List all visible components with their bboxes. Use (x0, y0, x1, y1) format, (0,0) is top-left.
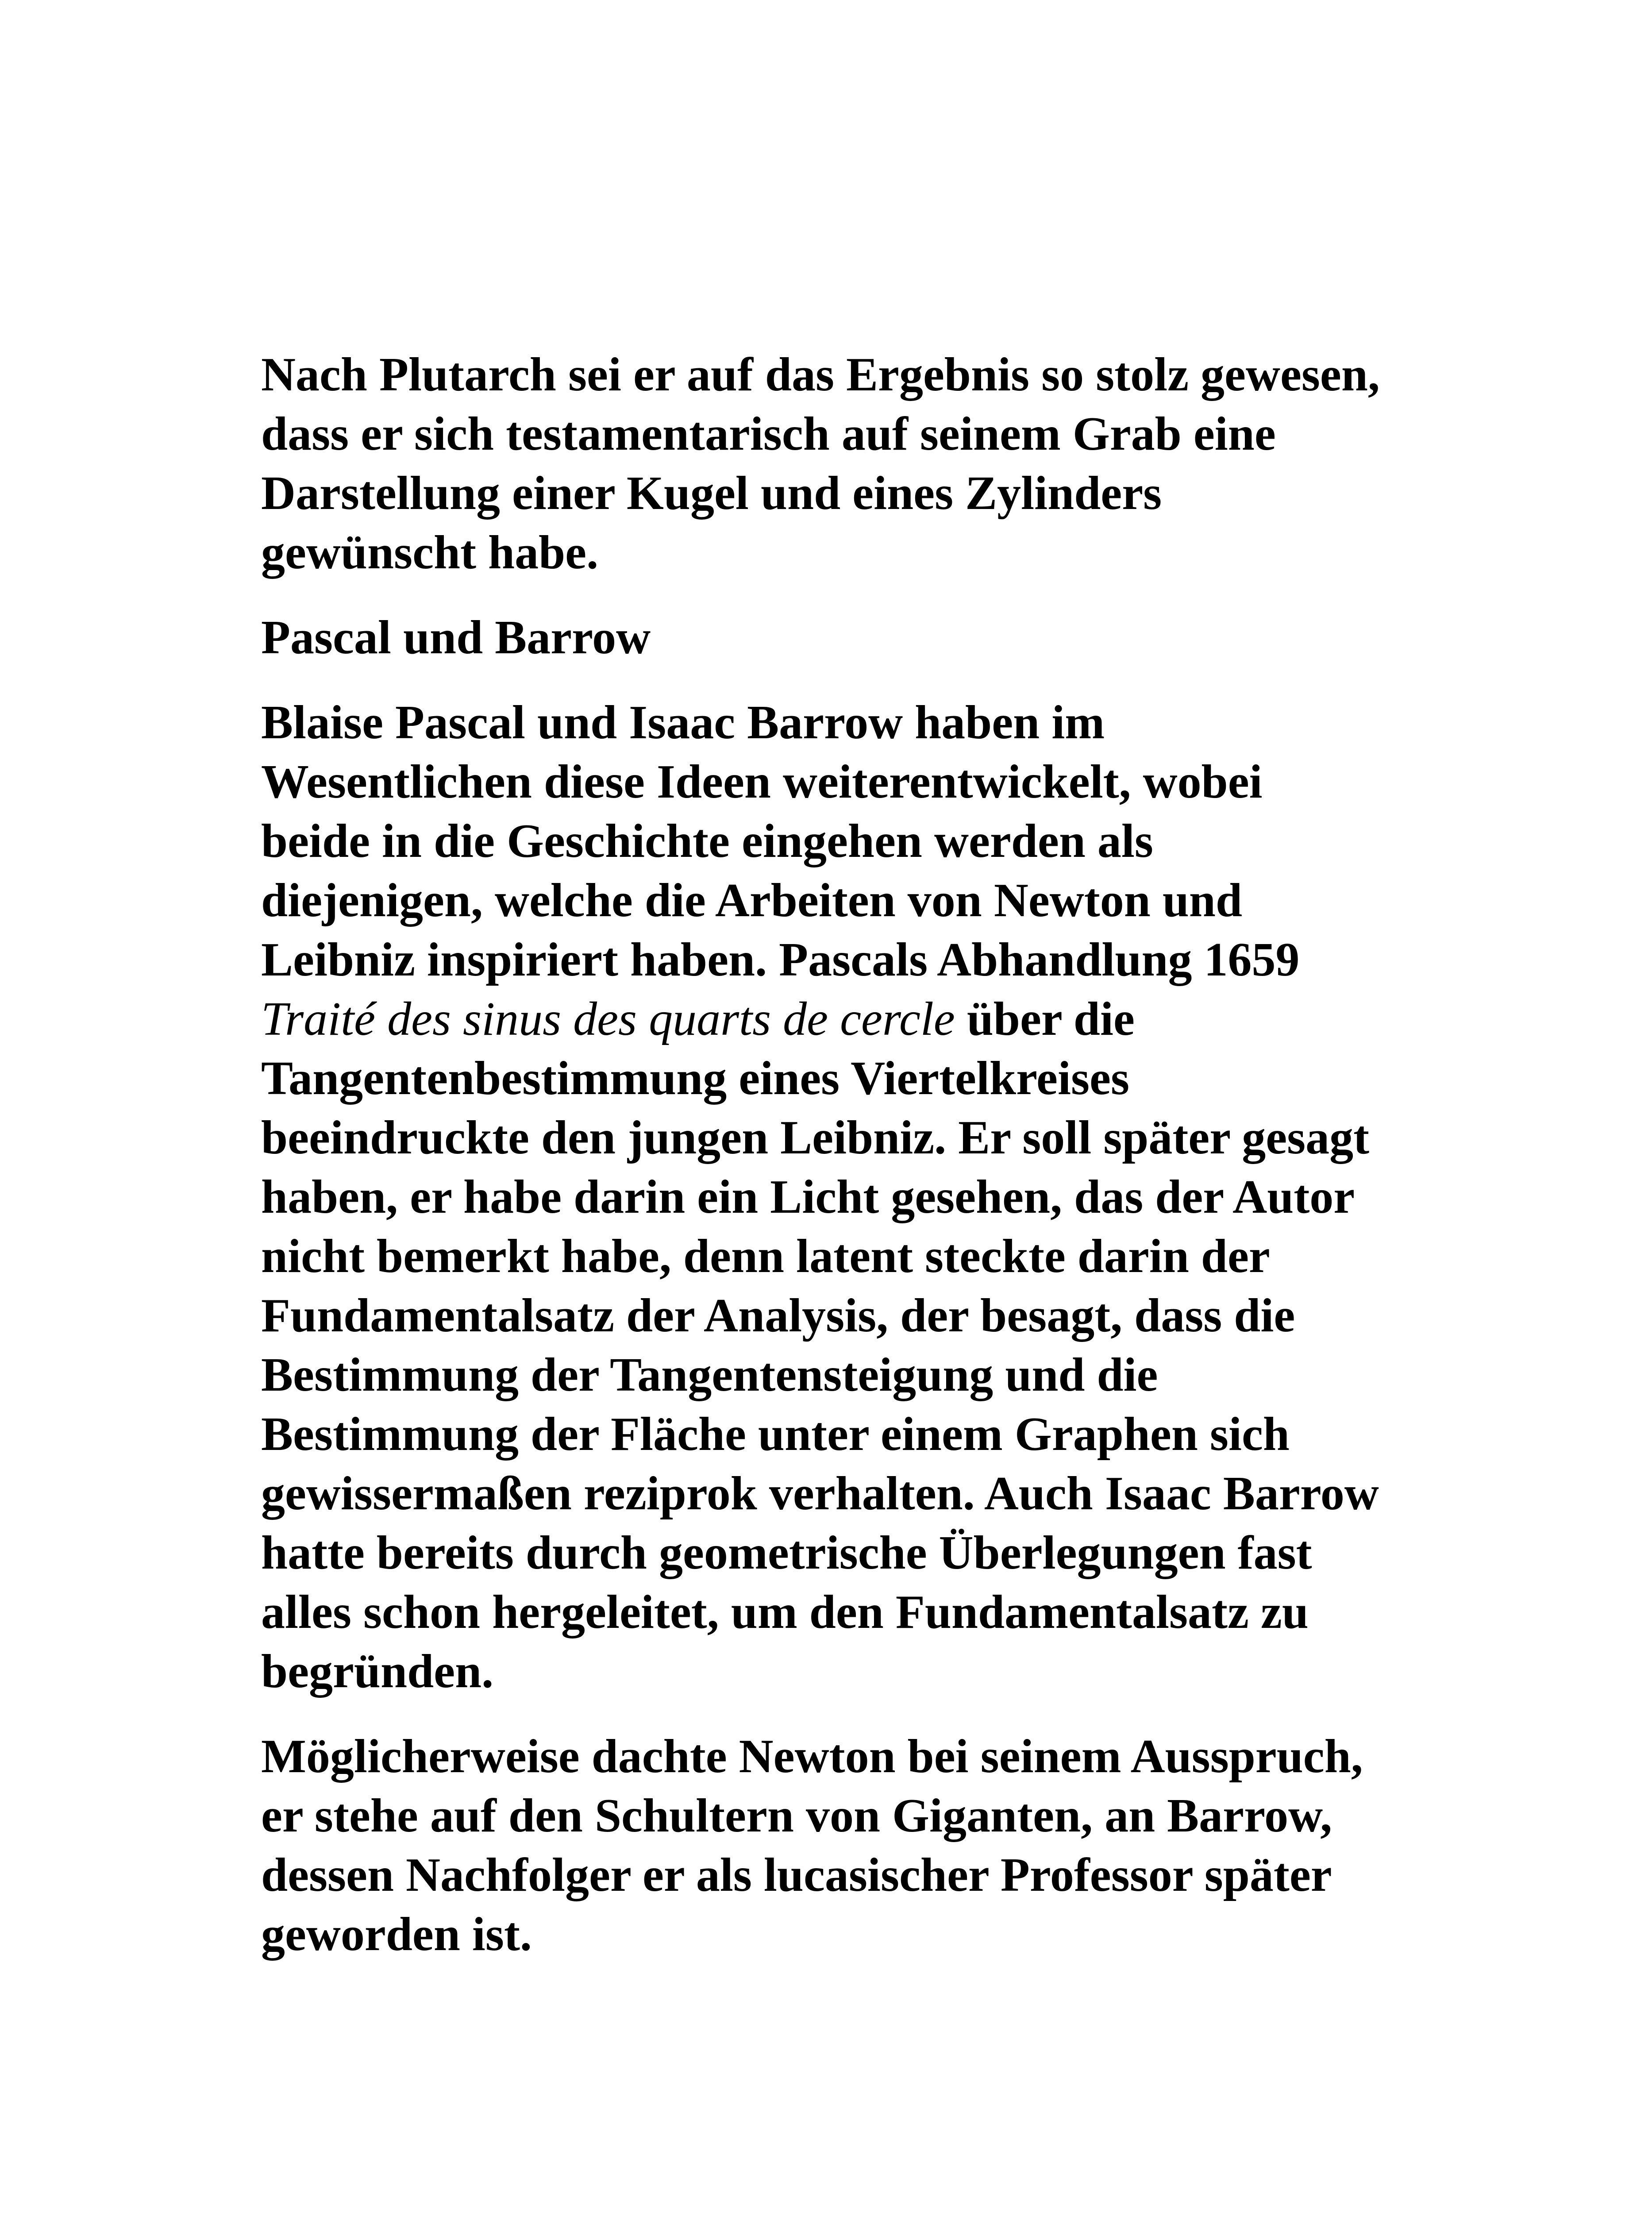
text-line-with-title (261, 990, 1429, 1049)
text-line: beeindruckte den jungen Leibniz. Er soll später gesagt (261, 1111, 1370, 1164)
text-line: er stehe auf den Schultern von Giganten, an Barrow, (261, 1789, 1332, 1842)
section-heading (261, 608, 1429, 667)
text-line: Darstellung einer Kugel und eines Zylinders (261, 467, 1162, 520)
paragraph-pascal-barrow (261, 693, 1429, 1701)
text-line: Blaise Pascal und Isaac Barrow haben im (261, 696, 1105, 749)
work-title: Traité des sinus des quarts de cercle (261, 993, 955, 1045)
text-line: Leibniz inspiriert haben. Pascals Abhandlung 1659 (261, 933, 1300, 986)
document-body (261, 345, 1429, 1990)
text-line: Möglicherweise dachte Newton bei seinem Ausspruch, (261, 1730, 1363, 1783)
text-line: dass er sich testamentarisch auf seinem Grab eine (261, 408, 1276, 460)
paragraph-newton (261, 1727, 1429, 1964)
text-line: Bestimmung der Fläche unter einem Graphen sich (261, 1408, 1290, 1461)
text-line: Wesentlichen diese Ideen weiterentwickelt, wobei (261, 756, 1263, 808)
text-line: haben, er habe darin ein Licht gesehen, das der Autor (261, 1171, 1355, 1223)
text-line: geworden ist. (261, 1908, 532, 1961)
text-line: alles schon hergeleitet, um den Fundamentalsatz zu (261, 1586, 1309, 1639)
text-line: Nach Plutarch sei er auf das Ergebnis so stolz gewesen, (261, 348, 1380, 401)
text-line: gewünscht habe. (261, 526, 599, 579)
text-fragment: über die (955, 993, 1135, 1045)
text-line: Tangentenbestimmung eines Viertelkreises (261, 1052, 1129, 1105)
paragraph-plutarch (261, 345, 1429, 582)
text-line: Fundamentalsatz der Analysis, der besagt, dass die (261, 1289, 1295, 1342)
text-line: begründen. (261, 1645, 494, 1698)
text-line: diejenigen, welche die Arbeiten von Newton und (261, 874, 1243, 927)
heading-text: Pascal und Barrow (261, 611, 651, 664)
text-line: dessen Nachfolger er als lucasischer Professor später (261, 1849, 1332, 1901)
text-line: hatte bereits durch geometrische Überlegungen fast (261, 1527, 1312, 1579)
text-line: nicht bemerkt habe, denn latent steckte darin der (261, 1230, 1270, 1283)
text-line: beide in die Geschichte eingehen werden als (261, 815, 1153, 867)
text-line: gewissermaßen reziprok verhalten. Auch Isaac Barrow (261, 1467, 1379, 1520)
text-line: Bestimmung der Tangentensteigung und die (261, 1349, 1158, 1401)
